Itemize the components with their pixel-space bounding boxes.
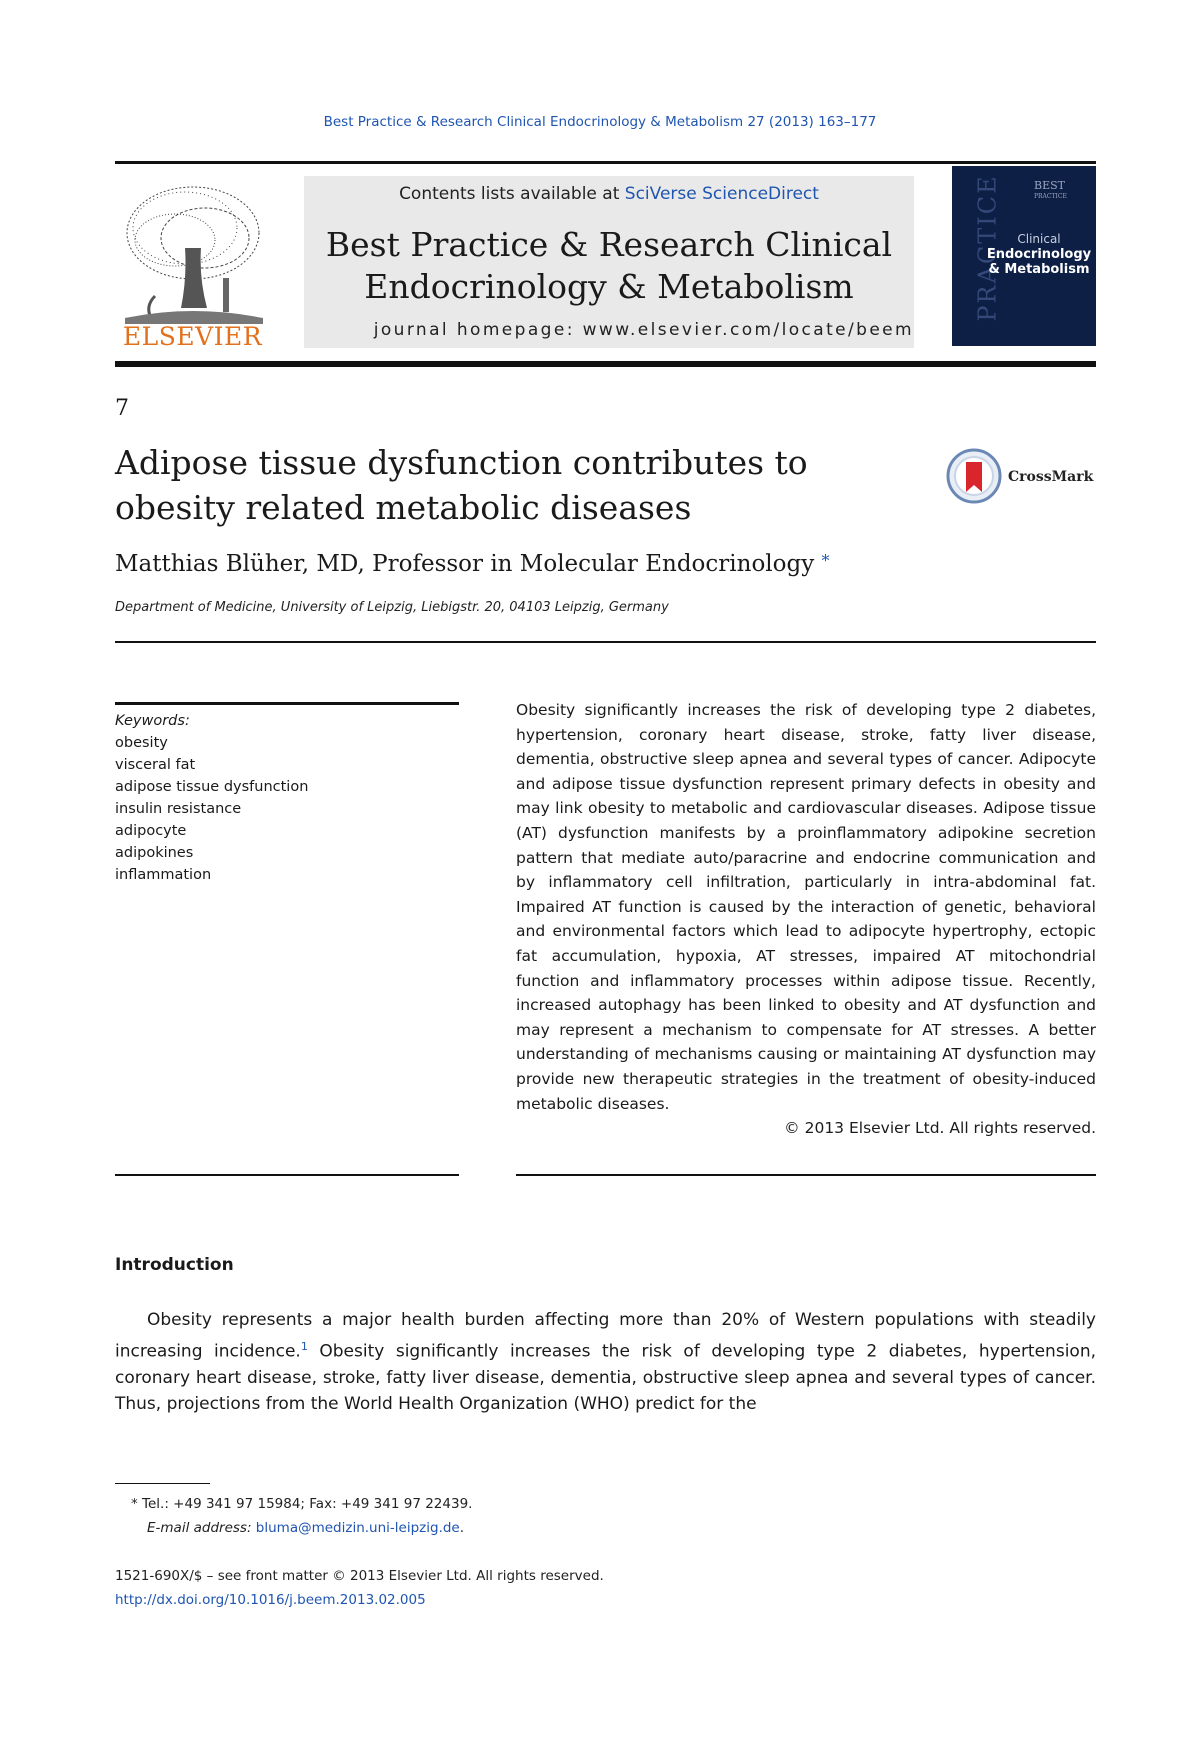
keyword-item: obesity [115, 735, 168, 751]
author-email-link[interactable]: bluma@medizin.uni-leipzig.de [255, 1520, 460, 1536]
running-header[interactable]: Best Practice & Research Clinical Endocrinology & Metabolism 27 (2013) 163–177 [323, 114, 877, 130]
keyword-item: inflammation [115, 867, 212, 883]
article-title-line-1: Adipose tissue dysfunction contributes to [115, 443, 808, 482]
header-bottom-rule [115, 361, 1096, 367]
introduction-paragraph [115, 1307, 1096, 1418]
abstract-bottom-rule [516, 1174, 1096, 1176]
cover-practice-word: PRACTICE [973, 174, 1002, 322]
intro-text-1: Obesity represents a major health burden affecting more than 20% of Western populations with steadily increasing incidence. [115, 1310, 1096, 1362]
intro-text-2: Obesity significantly increases the risk of developing type 2 diabetes, hypertension, coronary heart disease, stroke, fatty liver disease, dementia, obstructive sleep apnea and several types of cancer. Thus, projections from the World Health Organization (WHO) predict for the [115, 1341, 1096, 1415]
abstract-copyright: © 2013 Elsevier Ltd. All rights reserved. [784, 1119, 1096, 1138]
author-line [115, 551, 830, 577]
reference-link-1[interactable]: 1 [300, 1339, 308, 1353]
cover-title: Clinical Endocrinology & Metabolism [986, 232, 1092, 277]
journal-title-line-2: Endocrinology & Metabolism [364, 267, 854, 306]
journal-masthead [304, 176, 914, 348]
article-number: 7 [115, 396, 129, 421]
keywords-block [115, 710, 459, 886]
issn-line: 1521-690X/$ – see front matter © 2013 Elsevier Ltd. All rights reserved. [115, 1568, 604, 1584]
keywords-top-rule [115, 702, 459, 705]
issn-block [115, 1564, 604, 1612]
header-top-rule [115, 161, 1096, 164]
elsevier-wordmark: ELSEVIER [122, 322, 263, 351]
keyword-item: insulin resistance [115, 801, 242, 817]
abstract-text: Obesity significantly increases the risk of developing type 2 diabetes, hypertension, coronary heart disease, stroke, fatty liver disease, dementia, obstructive sleep apnea and several types of cancer. Adipocyte and adipose tissue dysfunction represent primary defects in obesity and may link obesity to metabolic and cardiovascular diseases. Adipose tissue (AT) dysfunction manifests by a proinflammatory adipokine secretion pattern that mediate auto/paracrine and endocrine communication and by inflammatory cell infiltration, particularly in intra-abdominal fat. Impaired AT function is caused by the interaction of genetic, behavioral and environmental factors which lead to adipocyte hypertrophy, ectopic fat accumulation, hypoxia, AT stresses, impaired AT mitochondrial function and inflammatory processes within adipose tissue. Recently, increased autophagy has been linked to obesity and AT dysfunction and may represent a mechanism to compensate for AT stresses. A better understanding of mechanisms causing or maintaining AT dysfunction may provide new therapeutic strategies in the treatment of obesity-induced metabolic diseases. [516, 701, 1096, 1113]
footnote [115, 1492, 472, 1540]
email-label: E-mail address: [147, 1520, 256, 1536]
keyword-item: adipose tissue dysfunction [115, 779, 309, 795]
article-title [115, 440, 815, 530]
sciencedirect-link[interactable]: SciVerse ScienceDirect [624, 184, 819, 204]
journal-title-line-1: Best Practice & Research Clinical [325, 225, 893, 264]
doi-link[interactable]: http://dx.doi.org/10.1016/j.beem.2013.02.005 [115, 1592, 426, 1608]
author-footnote-link[interactable]: * [821, 551, 830, 570]
affiliation-rule [115, 641, 1096, 643]
crossmark-label[interactable]: CrossMark [1008, 469, 1094, 485]
journal-cover[interactable] [952, 166, 1096, 346]
footnote-rule [115, 1483, 210, 1484]
footnote-contact [115, 1492, 472, 1516]
keyword-item: adipocyte [115, 823, 187, 839]
contents-prefix: Contents lists available at [399, 184, 625, 204]
journal-title [304, 224, 914, 308]
contents-line [304, 184, 914, 204]
keywords-heading: Keywords: [115, 713, 190, 729]
introduction-heading: Introduction [115, 1255, 234, 1275]
author-affiliation: Department of Medicine, University of Leipzig, Liebigstr. 20, 04103 Leipzig, Germany [115, 600, 669, 615]
article-title-line-2: obesity related metabolic diseases [115, 488, 692, 527]
cover-best-label: BEST PRACTICE [1034, 179, 1067, 200]
keyword-item: visceral fat [115, 757, 196, 773]
footnote-email-line: E-mail address: bluma@medizin.uni-leipzig.de. [147, 1520, 465, 1536]
footnote-contact-text: Tel.: +49 341 97 15984; Fax: +49 341 97 22439. [137, 1496, 473, 1512]
journal-homepage-link[interactable]: journal homepage: www.elsevier.com/locate/beem [373, 320, 914, 340]
author-name: Matthias Blüher, MD, Professor in Molecular Endocrinology [115, 551, 815, 577]
keywords-bottom-rule [115, 1174, 459, 1176]
keyword-item: adipokines [115, 845, 194, 861]
abstract-block [516, 698, 1096, 1141]
footnote-mark: * [131, 1496, 138, 1512]
